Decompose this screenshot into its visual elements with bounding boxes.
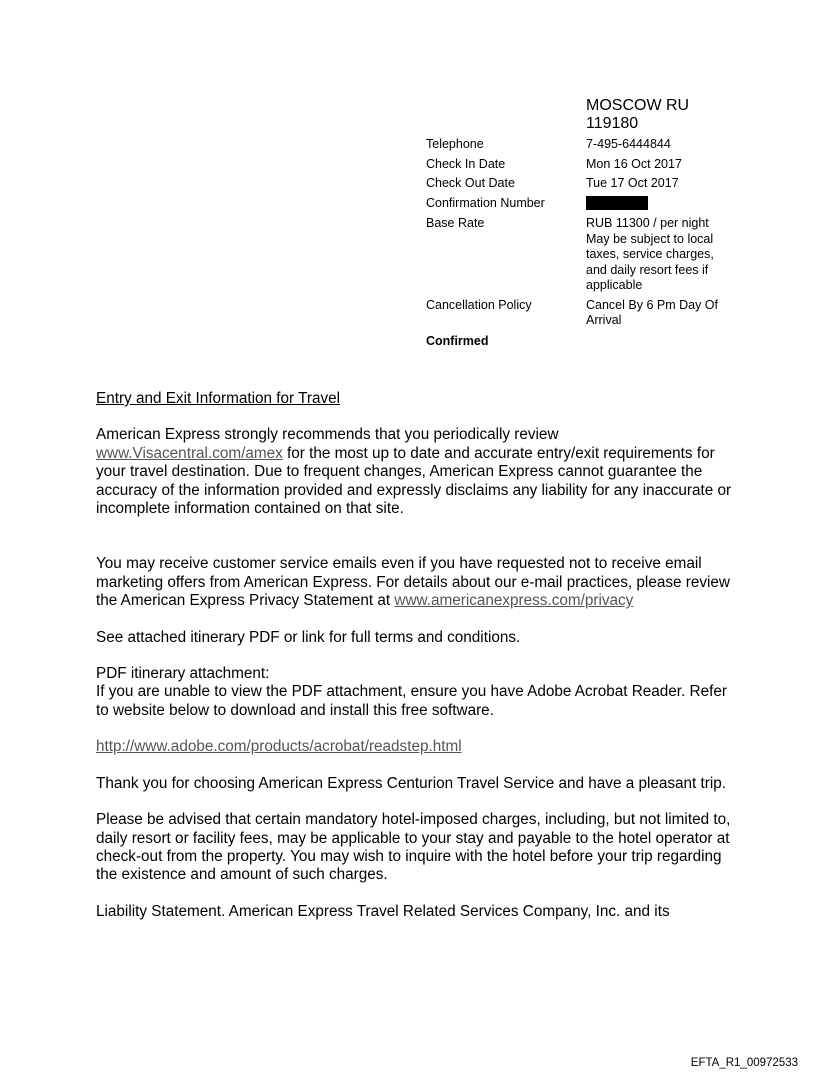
adobe-link[interactable]: http://www.adobe.com/products/acrobat/readstep.html — [96, 738, 462, 756]
liability-statement-text: Liability Statement. American Express Travel Related Services Company, Inc. and its — [96, 902, 670, 920]
customer-service-text: You may receive customer service emails even if you have requested not to receive email marketing offers from American Express. For details about our e-mail practices, please review the American Express Privacy Statement at — [96, 555, 730, 610]
detail-row-cancellation-policy — [426, 298, 746, 329]
entry-exit-paragraph — [96, 426, 736, 518]
adobe-link-paragraph — [96, 738, 736, 756]
thank-you-text: Thank you for choosing American Express Centurion Travel Service and have a pleasant trip. — [96, 774, 727, 792]
base-rate-value: RUB 11300 / per night — [586, 216, 709, 230]
address-line-1: MOSCOW RU — [586, 97, 690, 114]
detail-value: Mon 16 Oct 2017 — [586, 156, 682, 171]
document-body — [96, 390, 736, 921]
detail-row-check-out — [426, 176, 746, 192]
redaction-box — [586, 196, 648, 210]
detail-value — [586, 216, 726, 294]
base-rate-note: May be subject to local taxes, service charges, and daily resort fees if applicable — [586, 231, 714, 292]
entry-exit-heading: Entry and Exit Information for Travel — [96, 390, 341, 407]
privacy-link[interactable]: www.americanexpress.com/privacy — [394, 592, 634, 610]
hotel-charges-text: Please be advised that certain mandatory hotel-imposed charges, including, but not limited to, daily resort or facility fees, may be applicable to your stay and payable to the hotel operator at check-out from the property. You may wish to inquire with the hotel before your trip regarding the existence and amount of such charges. — [96, 811, 731, 884]
visacentral-link[interactable]: www.Visacentral.com/amex — [96, 444, 283, 462]
entry-exit-text-start: American Express strongly recommends that you periodically review — [96, 426, 559, 444]
detail-label: Check In Date — [426, 156, 506, 171]
pdf-attachment-paragraph — [96, 665, 736, 720]
pdf-attachment-title: PDF itinerary attachment: — [96, 665, 270, 683]
detail-row-telephone — [426, 137, 746, 153]
detail-label: Check Out Date — [426, 176, 515, 190]
hotel-address — [586, 97, 726, 133]
detail-row-check-in — [426, 157, 746, 173]
detail-label: Cancellation Policy — [426, 297, 532, 312]
pdf-attachment-text: If you are unable to view the PDF attachment, ensure you have Adobe Acrobat Reader. Refer to website below to download and install this free software. — [96, 683, 727, 719]
detail-value: Cancel By 6 Pm Day Of Arrival — [586, 297, 718, 327]
detail-label: Confirmation Number — [426, 195, 545, 210]
document-id: EFTA_R1_00972533 — [690, 1057, 798, 1069]
entry-exit-text-end: for the most up to date and accurate entry/exit requirements for your travel destination. Due to frequent changes, American Express cannot guarantee the accuracy of the information provided and expressly disclaims any liability for any inaccurate or incomplete information contained on that site. — [96, 444, 732, 518]
detail-value: 7-495-6444844 — [586, 137, 671, 151]
booking-status: Confirmed — [426, 333, 489, 348]
detail-label: Base Rate — [426, 216, 485, 230]
address-line-2: 119180 — [586, 115, 639, 132]
detail-row-confirmation-number — [426, 196, 746, 213]
see-attached-text: See attached itinerary PDF or link for full terms and conditions. — [96, 628, 521, 646]
customer-service-paragraph — [96, 555, 736, 610]
detail-value: Tue 17 Oct 2017 — [586, 176, 679, 190]
reservation-details — [426, 97, 746, 348]
detail-row-base-rate — [426, 216, 746, 294]
detail-label: Telephone — [426, 137, 484, 151]
confirmation-number-redacted — [586, 196, 726, 213]
